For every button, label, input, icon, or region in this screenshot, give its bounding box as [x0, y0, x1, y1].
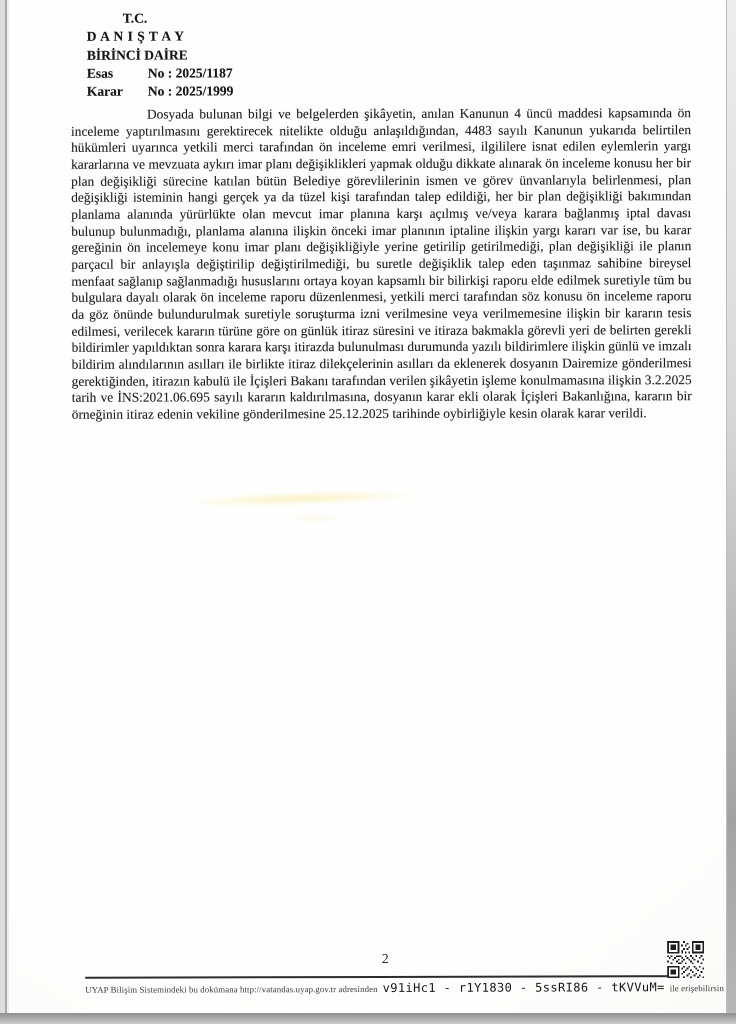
qr-code-icon [667, 940, 704, 979]
header-karar-row [87, 83, 234, 102]
photo-edge-left [0, 0, 9, 1013]
footer-access-prefix: UYAP Bilişim Sistemindeki bu dokümana http://vatandas.uyap.gov.tr adresinden [85, 983, 378, 995]
esas-label: Esas [86, 65, 114, 81]
page-number: 2 [381, 950, 389, 966]
karar-label: Karar [86, 83, 123, 99]
footer-divider [85, 975, 700, 979]
decision-paragraph: Dosyada bulunan bilgi ve belgelerden şikâyetin, anılan Kanunun 4 üncü maddesi kapsamında ön inceleme yaptırılmasını gerektirecek nitelikte olduğu anlaşıldığından, 4483 sayılı Kanunun yukarıda belirtilen hükümleri uyarınca yetkili merci tarafından ön inceleme emri verilmesi, ilgililere isnat edilen eylemlerin yargı kararlarına ve mevzuata aykırı imar planı değişiklikleri yapmak olduğu dikkate alınarak ön inceleme konusu her bir plan değişikliği sürecine katılan bütün Belediye görevlilerinin ismen ve görev ünvanlarıyla belirlenmesi, plan değişikliği isteminin hangi gerçek ya da tüzel kişi tarafından talep edildiği, her bir plan değişikliği bakımından planlama alanında yürürlükte olan mevcut imar planına karşı açılmış ve/veya karara bağlanmış iptal davası bulunup bulunmadığı, planlama alanına ilişkin önceki imar planının iptaline ilişkin yargı kararı var ise, bu karar gereğinin ön incelemeye konu imar planı değişikliğiyle yerine getirilip getirilmediği, plan değişikliği ile planın parçacıl bir anlayışla değiştirilip değiştirilmediği, bu suretle değişiklik talep eden taşınmaz sahibine bireysel menfaat sağlanıp sağlanmadığı hususlarını ortaya koyan kapsamlı bir bilirkişi raporu elde edilmek suretiyle tüm bu bulgulara dayalı olarak ön inceleme raporu düzenlenmesi, yetkili merci tarafından söz konusu ön inceleme raporu da göz önünde bulundurulmak suretiyle soruşturma izni verilmesine veya verilmemesine ilişkin bir kararın tesis edilmesi, verilecek kararın türüne göre on günlük itiraz süresini ve itiraza bakmakla görevli yeri de belirten gerekli bildirimler yapıldıktan sonra karara karşı itirazda bulunulması durumunda yazılı bildirimlere ilişkin günlü ve imzalı bildirim alındılarının asılları ile birlikte itiraz dilekçelerinin asılları da eklenerek dosyanın Dairemize gönderilmesi gerektiğinden, itirazın kabulü ile İçişleri Bakanı tarafından verilen şikâyetin işleme konulmamasına ilişkin 3.2.2025 tarih ve İNS:2021.06.695 sayılı kararın kaldırılmasına, dosyanın karar ekli olarak İçişleri Bakanlığına, kararın bir örneğinin itiraz edenin vekiline gönderilmesine 25.12.2025 tarihinde oybirliğiyle kesin olarak karar verildi. [70, 105, 692, 422]
header-chamber: BİRİNCİ DAİRE [86, 47, 188, 63]
header-tc: T.C. [122, 10, 148, 26]
photo-edge-bottom [0, 1013, 736, 1024]
karar-number: No : 2025/1999 [147, 83, 234, 99]
document-page [9, 0, 726, 1013]
document-header [87, 9, 234, 101]
highlight-smudge [151, 488, 451, 510]
footer-access-suffix: ile erişebilirsin [669, 983, 724, 994]
verification-code: v91iHc1 - r1Y1830 - 5ssRI86 - tKVVuM= [382, 980, 665, 995]
esas-number: No : 2025/1187 [147, 65, 233, 81]
photo-edge-right [726, 0, 736, 1024]
header-esas-row [87, 64, 234, 83]
highlight-smudge-small [274, 513, 354, 522]
header-court-name: D A N I Ş T A Y [86, 28, 185, 45]
footer-access-line [85, 980, 724, 996]
